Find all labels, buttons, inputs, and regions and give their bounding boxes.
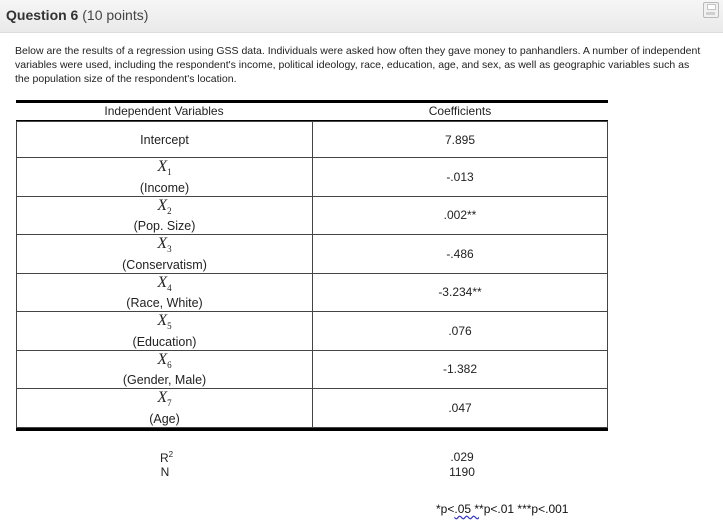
table-row bbox=[17, 196, 607, 235]
r-squared-label: $R^2$ bbox=[160, 450, 174, 465]
n-value: 1190 bbox=[449, 465, 475, 479]
table-header-row bbox=[16, 103, 608, 121]
coefficient-cell: 7.895 bbox=[444, 132, 476, 147]
variable-cell bbox=[17, 235, 313, 273]
table-bottom-rule bbox=[16, 428, 608, 431]
regression-table bbox=[16, 100, 608, 431]
variable-cell bbox=[17, 389, 313, 427]
variable-symbol: $X_6$ bbox=[157, 350, 172, 370]
variable-cell bbox=[17, 122, 313, 157]
coefficient-cell: .047 bbox=[448, 400, 472, 415]
variable-description: (Education) bbox=[132, 334, 197, 349]
question-points: (10 points) bbox=[82, 7, 149, 23]
variable-description: (Income) bbox=[139, 180, 190, 195]
coefficient-cell: .002** bbox=[443, 208, 477, 223]
table-row bbox=[17, 350, 607, 389]
variable-symbol: $X_3$ bbox=[157, 235, 172, 255]
variable-cell bbox=[17, 312, 313, 350]
table-row bbox=[17, 273, 607, 312]
question-label: Question 6 bbox=[6, 7, 79, 23]
coefficient-cell: -1.382 bbox=[442, 362, 478, 377]
variable-description: (Conservatism) bbox=[122, 257, 207, 272]
question-prompt: Below are the results of a regression using GSS data. Individuals were asked how often they gave money to panhandlers. A number of independent variables were used, including the respondent's income, political ideology, race, education, age, and sex, as well as geographic variables such as the population size of the respondent's location. bbox=[15, 45, 701, 85]
table-row bbox=[17, 311, 607, 350]
table-row bbox=[17, 234, 607, 273]
save-icon[interactable] bbox=[703, 2, 719, 18]
save-icon-base bbox=[706, 12, 715, 15]
n-label: N bbox=[160, 465, 170, 479]
intercept-label: Intercept bbox=[140, 132, 189, 147]
coefficient-cell: -.013 bbox=[446, 169, 474, 184]
variable-symbol: $X_7$ bbox=[157, 389, 172, 409]
variable-cell bbox=[17, 197, 313, 235]
r-squared-value: .029 bbox=[450, 450, 474, 464]
significance-footnote: *p<.05 **p<.01 ***p<.001 bbox=[436, 502, 569, 516]
variable-description: (Gender, Male) bbox=[122, 373, 207, 387]
variable-symbol: $X_2$ bbox=[157, 196, 172, 216]
save-icon-slot bbox=[707, 4, 716, 10]
table-grid bbox=[16, 121, 608, 428]
variable-symbol: $X_1$ bbox=[157, 158, 172, 178]
variable-cell bbox=[17, 274, 313, 312]
variable-symbol: $X_5$ bbox=[157, 312, 172, 332]
col-header-coefficients: Coefficients bbox=[428, 104, 492, 118]
variable-description: (Age) bbox=[149, 411, 180, 426]
col-header-variables: Independent Variables bbox=[104, 104, 224, 118]
question-header bbox=[0, 0, 723, 33]
variable-symbol: $X_4$ bbox=[157, 273, 172, 293]
question-title bbox=[6, 7, 148, 23]
table-row-intercept bbox=[17, 121, 607, 157]
table-row bbox=[17, 157, 607, 196]
coefficient-cell: .076 bbox=[448, 323, 472, 338]
spellcheck-squiggle: .05 * bbox=[454, 502, 480, 516]
variable-cell bbox=[17, 158, 313, 196]
coefficient-cell: -3.234** bbox=[438, 285, 482, 300]
variable-cell bbox=[17, 351, 313, 389]
coefficient-cell: -.486 bbox=[446, 246, 474, 261]
table-row bbox=[17, 388, 607, 427]
variable-description: (Pop. Size) bbox=[133, 219, 196, 233]
variable-description: (Race, White) bbox=[126, 296, 203, 310]
